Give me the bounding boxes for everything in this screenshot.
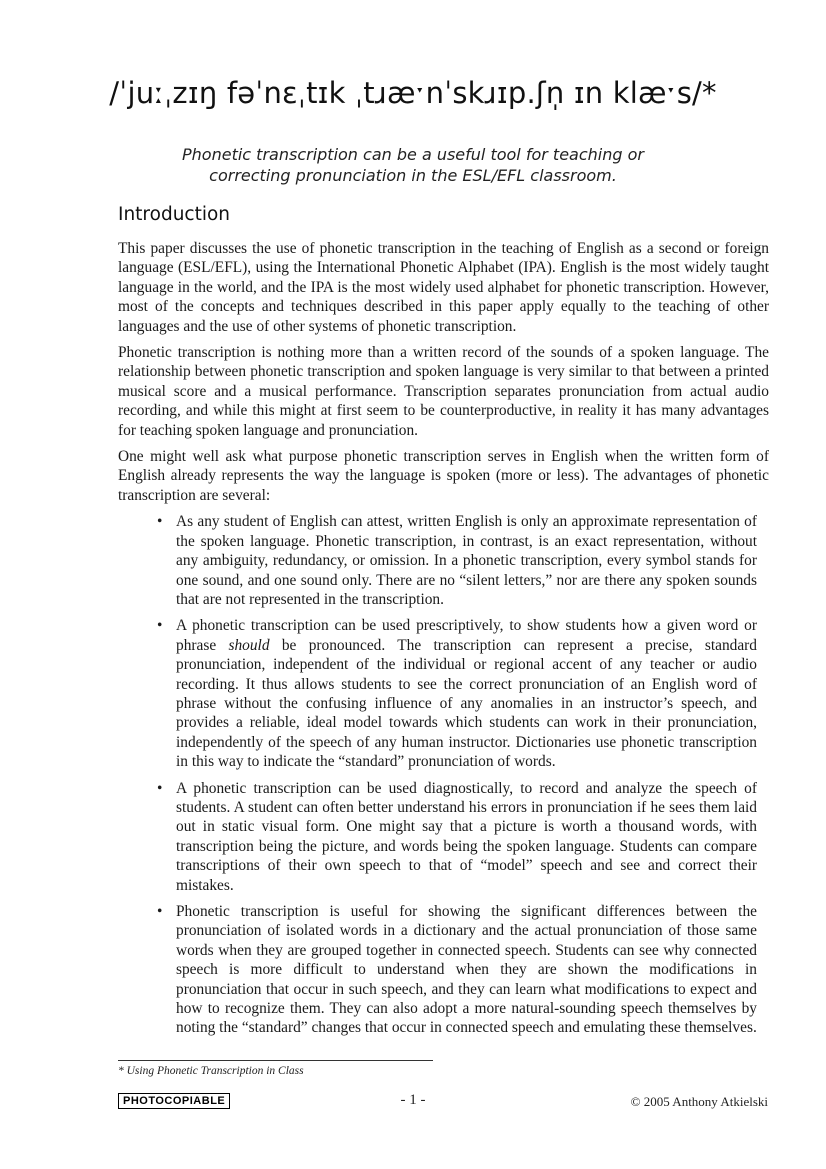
section-heading: Introduction — [118, 204, 231, 225]
paragraph: Phonetic transcription is nothing more than a written record of the sounds of a spoken language. The relationship between phonetic transcription and spoken language is very similar to that between a printed musical score and a musical performance. Transcription separates pronunciation from actual audio recording, and while this might at first seem to be counterproductive, in reality it has many advantages for teaching spoken language and pronunciation. — [118, 344, 769, 439]
paragraph: This paper discusses the use of phonetic transcription in the teaching of English as a second or foreign language (ESL/EFL), using the International Phonetic Alphabet (IPA). English is the most widely taught language in the world, and the IPA is the most widely used alphabet for phonetic transcription. However, most of the concepts and techniques described in this paper apply equally to the teaching of other languages and the use of other systems of phonetic transcription. — [118, 240, 769, 335]
list-item-text: A phonetic transcription can be used prescriptively, to show students how a given word or phrase — [176, 617, 757, 654]
list-item — [157, 512, 757, 609]
list-item — [157, 616, 757, 771]
list-item-text: As any student of English can attest, written English is only an approximate representation of the spoken language. Phonetic transcription, in contrast, is an exact representation, without any ambiguity, redundancy, or omission. In a phonetic transcription, every symbol stands for one sound, and one sound only. There are no “silent letters,” nor are there any spoken sounds that are not represented in the transcription. — [176, 513, 757, 608]
page-number: - 1 - — [400, 1092, 426, 1108]
bullet-icon: • — [157, 513, 163, 531]
bullet-icon: • — [157, 779, 163, 797]
subtitle-line-1: Phonetic transcription can be a useful tool for teaching or — [182, 145, 644, 164]
body-text — [118, 239, 769, 1045]
emphasis-text: should — [228, 636, 270, 654]
copyright-notice: © 2005 Anthony Atkielski — [630, 1094, 768, 1109]
page-title: /ˈjuːˌzɪŋ fəˈnɛˌtɪk ˌtɹæˑnˈskɹɪp.ʃn̩ ɪn klæˑs/* — [109, 76, 717, 110]
paragraph: One might well ask what purpose phonetic transcription serves in English when the written form of English already represents the way the language is spoken (more or less). The advantages of phonetic transcription are several: — [118, 448, 769, 504]
advantages-list — [118, 512, 769, 1038]
list-item — [157, 779, 757, 895]
list-item-text: Phonetic transcription is useful for showing the significant differences between the pronunciation of isolated words in a dictionary and the actual pronunciation of those same words when they are grouped together in connected speech. Students can see why connected speech is more difficult to understand when they are shown the modifications in pronunciation that occur in such speech, and they can learn what modifications to expect and how to recognize them. They can also adopt a more natural-sounding speech themselves by noting the “standard” changes that occur in connected speech and emulating these themselves. — [176, 903, 757, 1037]
bullet-icon: • — [157, 617, 163, 635]
footnote: * Using Phonetic Transcription in Class — [118, 1065, 304, 1077]
photocopiable-badge: PHOTOCOPIABLE — [118, 1093, 230, 1109]
footnote-divider — [118, 1060, 433, 1061]
subtitle-line-2: correcting pronunciation in the ESL/EFL classroom. — [209, 166, 617, 185]
subtitle — [150, 144, 676, 186]
list-item — [157, 902, 757, 1038]
list-item-text: A phonetic transcription can be used diagnostically, to record and analyze the speech of students. A student can often better understand his errors in pronunciation if he sees them laid out in static visual form. One might say that a picture is worth a thousand words, with transcription being the picture, and words being the spoken language. Students can compare transcriptions of their own speech to that of “model” speech and see and correct their mistakes. — [176, 779, 757, 894]
list-item-text: be pronounced. The transcription can represent a precise, standard pronunciation, independent of the individual or regional accent of any teacher or audio recording. It thus allows students to see the correct pronunciation of an English word of phrase without the confusing influence of any anomalies in an instructor’s speech, and provides a reliable, ideal model towards which students can work in their pronunciation, independently of the speech of any human instructor. Dictionaries use phonetic transcription in this way to indicate the “standard” pronunciation of words. — [176, 636, 757, 771]
bullet-icon: • — [157, 903, 163, 920]
